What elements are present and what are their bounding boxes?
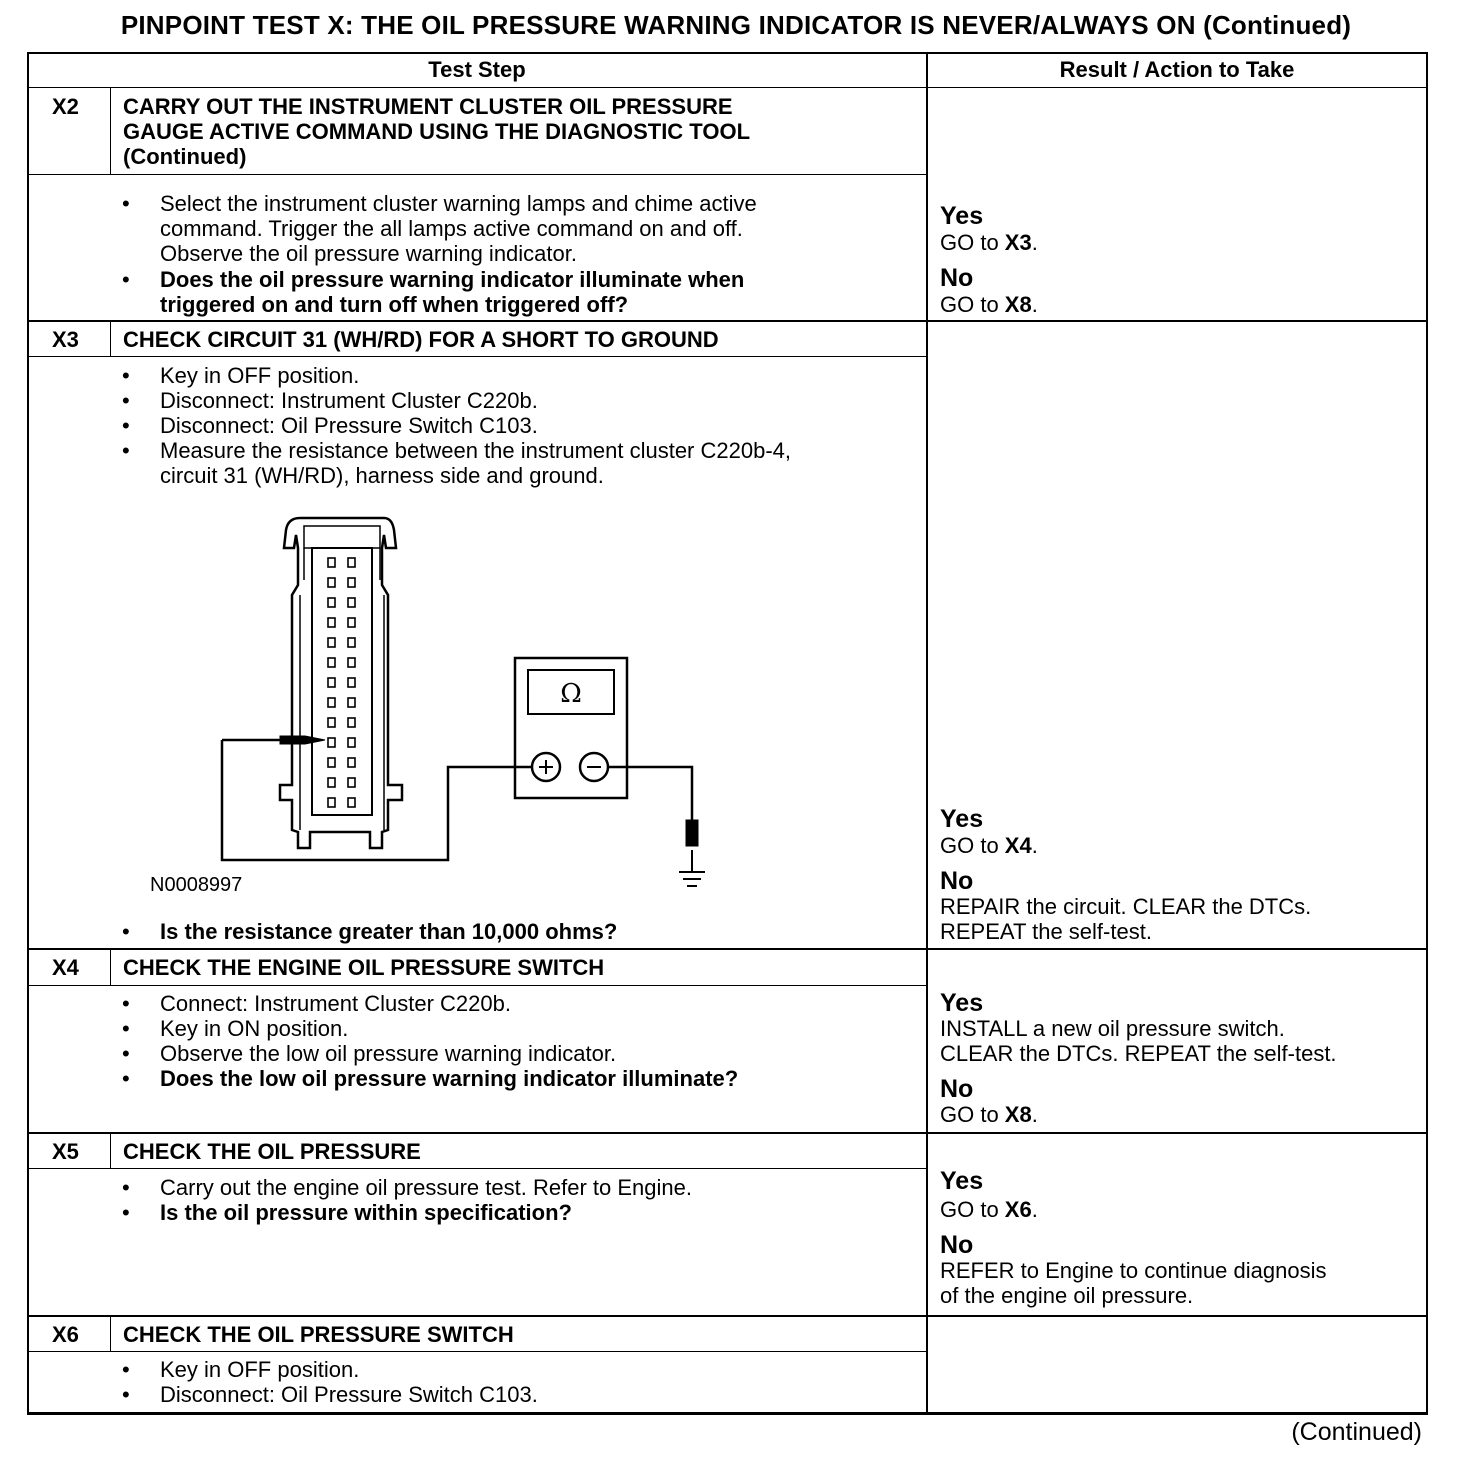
bullet-icon: • (122, 363, 130, 388)
bullet-icon: • (122, 1200, 130, 1225)
yes-label: Yes (940, 202, 984, 230)
step-id: X3 (52, 327, 79, 352)
no-action: REPEAT the self-test. (940, 919, 1152, 944)
bullet-icon: • (122, 388, 130, 413)
bullet-icon: • (122, 1066, 130, 1091)
bullet-text: Key in ON position. (160, 1016, 349, 1041)
bullet-icon: • (122, 267, 130, 292)
no-action: REFER to Engine to continue diagnosis (940, 1258, 1327, 1283)
no-label: No (940, 264, 974, 292)
yes-label: Yes (940, 1167, 984, 1195)
bullet-text: Observe the oil pressure warning indicator. (160, 241, 577, 266)
step-heading-line: CHECK THE ENGINE OIL PRESSURE SWITCH (123, 955, 605, 980)
circuit-diagram (140, 500, 760, 900)
goto-link[interactable]: X8 (1004, 292, 1032, 317)
no-label: No (940, 1231, 974, 1259)
bullet-icon: • (122, 919, 130, 944)
bullet-text: Does the low oil pressure warning indicator illuminate? (160, 1066, 739, 1091)
yes-label: Yes (940, 805, 984, 833)
step-id: X4 (52, 955, 79, 980)
bullet-icon: • (122, 413, 130, 438)
bullet-icon: • (122, 191, 130, 216)
bullet-text: Connect: Instrument Cluster C220b. (160, 991, 511, 1016)
step-heading-line: (Continued) (123, 144, 247, 169)
yes-action: GO to X3. (940, 230, 1038, 255)
column-header-test-step: Test Step (428, 57, 526, 82)
yes-action: GO to X6. (940, 1197, 1038, 1222)
bullet-icon: • (122, 991, 130, 1016)
bullet-text: command. Trigger the all lamps active command on and off. (160, 216, 743, 241)
meter-ohm-symbol: Ω (560, 679, 582, 709)
goto-link[interactable]: X6 (1004, 1197, 1032, 1222)
no-label: No (940, 867, 974, 895)
step-heading-line: CHECK THE OIL PRESSURE (123, 1139, 421, 1164)
yes-label: Yes (940, 989, 984, 1017)
no-action: REPAIR the circuit. CLEAR the DTCs. (940, 894, 1312, 919)
bullet-text: Disconnect: Oil Pressure Switch C103. (160, 413, 538, 438)
step-id: X2 (52, 94, 79, 119)
bullet-icon: • (122, 1357, 130, 1382)
bullet-text: Disconnect: Instrument Cluster C220b. (160, 388, 538, 413)
plus-icon (539, 760, 553, 774)
probe-positive (280, 736, 325, 744)
bullet-text: Select the instrument cluster warning lamps and chime active (160, 191, 757, 216)
bullet-text: Is the resistance greater than 10,000 ohms? (160, 919, 618, 944)
continued-note: (Continued) (1291, 1418, 1422, 1446)
connector-pins (328, 558, 355, 807)
figure-id: N0008997 (150, 874, 243, 896)
step-heading-line: CHECK CIRCUIT 31 (WH/RD) FOR A SHORT TO GROUND (123, 327, 719, 352)
yes-action: GO to X4. (940, 833, 1038, 858)
step-heading-line: CHECK THE OIL PRESSURE SWITCH (123, 1322, 514, 1347)
bullet-text: Measure the resistance between the instrument cluster C220b-4, (160, 438, 791, 463)
goto-link[interactable]: X3 (1004, 230, 1032, 255)
column-header-result: Result / Action to Take (1059, 57, 1295, 82)
bullet-text: circuit 31 (WH/RD), harness side and ground. (160, 463, 604, 488)
no-action: of the engine oil pressure. (940, 1283, 1194, 1308)
bullet-text: triggered on and turn off when triggered off? (160, 292, 629, 317)
yes-action: INSTALL a new oil pressure switch. (940, 1016, 1285, 1041)
bullet-icon: • (122, 1382, 130, 1407)
bullet-icon: • (122, 1041, 130, 1066)
yes-action: CLEAR the DTCs. REPEAT the self-test. (940, 1041, 1337, 1066)
bullet-text: Carry out the engine oil pressure test. Refer to Engine. (160, 1175, 692, 1200)
goto-link[interactable]: X4 (1004, 833, 1032, 858)
bullet-text: Key in OFF position. (160, 363, 360, 388)
goto-link[interactable]: X8 (1004, 1102, 1032, 1127)
bullet-text: Key in OFF position. (160, 1357, 360, 1382)
step-id: X5 (52, 1139, 79, 1164)
bullet-text: Is the oil pressure within specification? (160, 1200, 572, 1225)
step-heading-line: GAUGE ACTIVE COMMAND USING THE DIAGNOSTIC TOOL (123, 119, 751, 144)
no-action: GO to X8. (940, 1102, 1038, 1127)
no-action: GO to X8. (940, 292, 1038, 317)
probe-ground (686, 820, 698, 846)
bullet-icon: • (122, 1016, 130, 1041)
bullet-icon: • (122, 1175, 130, 1200)
no-label: No (940, 1075, 974, 1103)
page-title: PINPOINT TEST X: THE OIL PRESSURE WARNING INDICATOR IS NEVER/ALWAYS ON (Continued) (120, 10, 1352, 40)
step-heading-line: CARRY OUT THE INSTRUMENT CLUSTER OIL PRESSURE (123, 94, 733, 119)
step-id: X6 (52, 1322, 79, 1347)
bullet-text: Does the oil pressure warning indicator illuminate when (160, 267, 745, 292)
bullet-icon: • (122, 438, 130, 463)
bullet-text: Disconnect: Oil Pressure Switch C103. (160, 1382, 538, 1407)
bullet-text: Observe the low oil pressure warning indicator. (160, 1041, 617, 1066)
